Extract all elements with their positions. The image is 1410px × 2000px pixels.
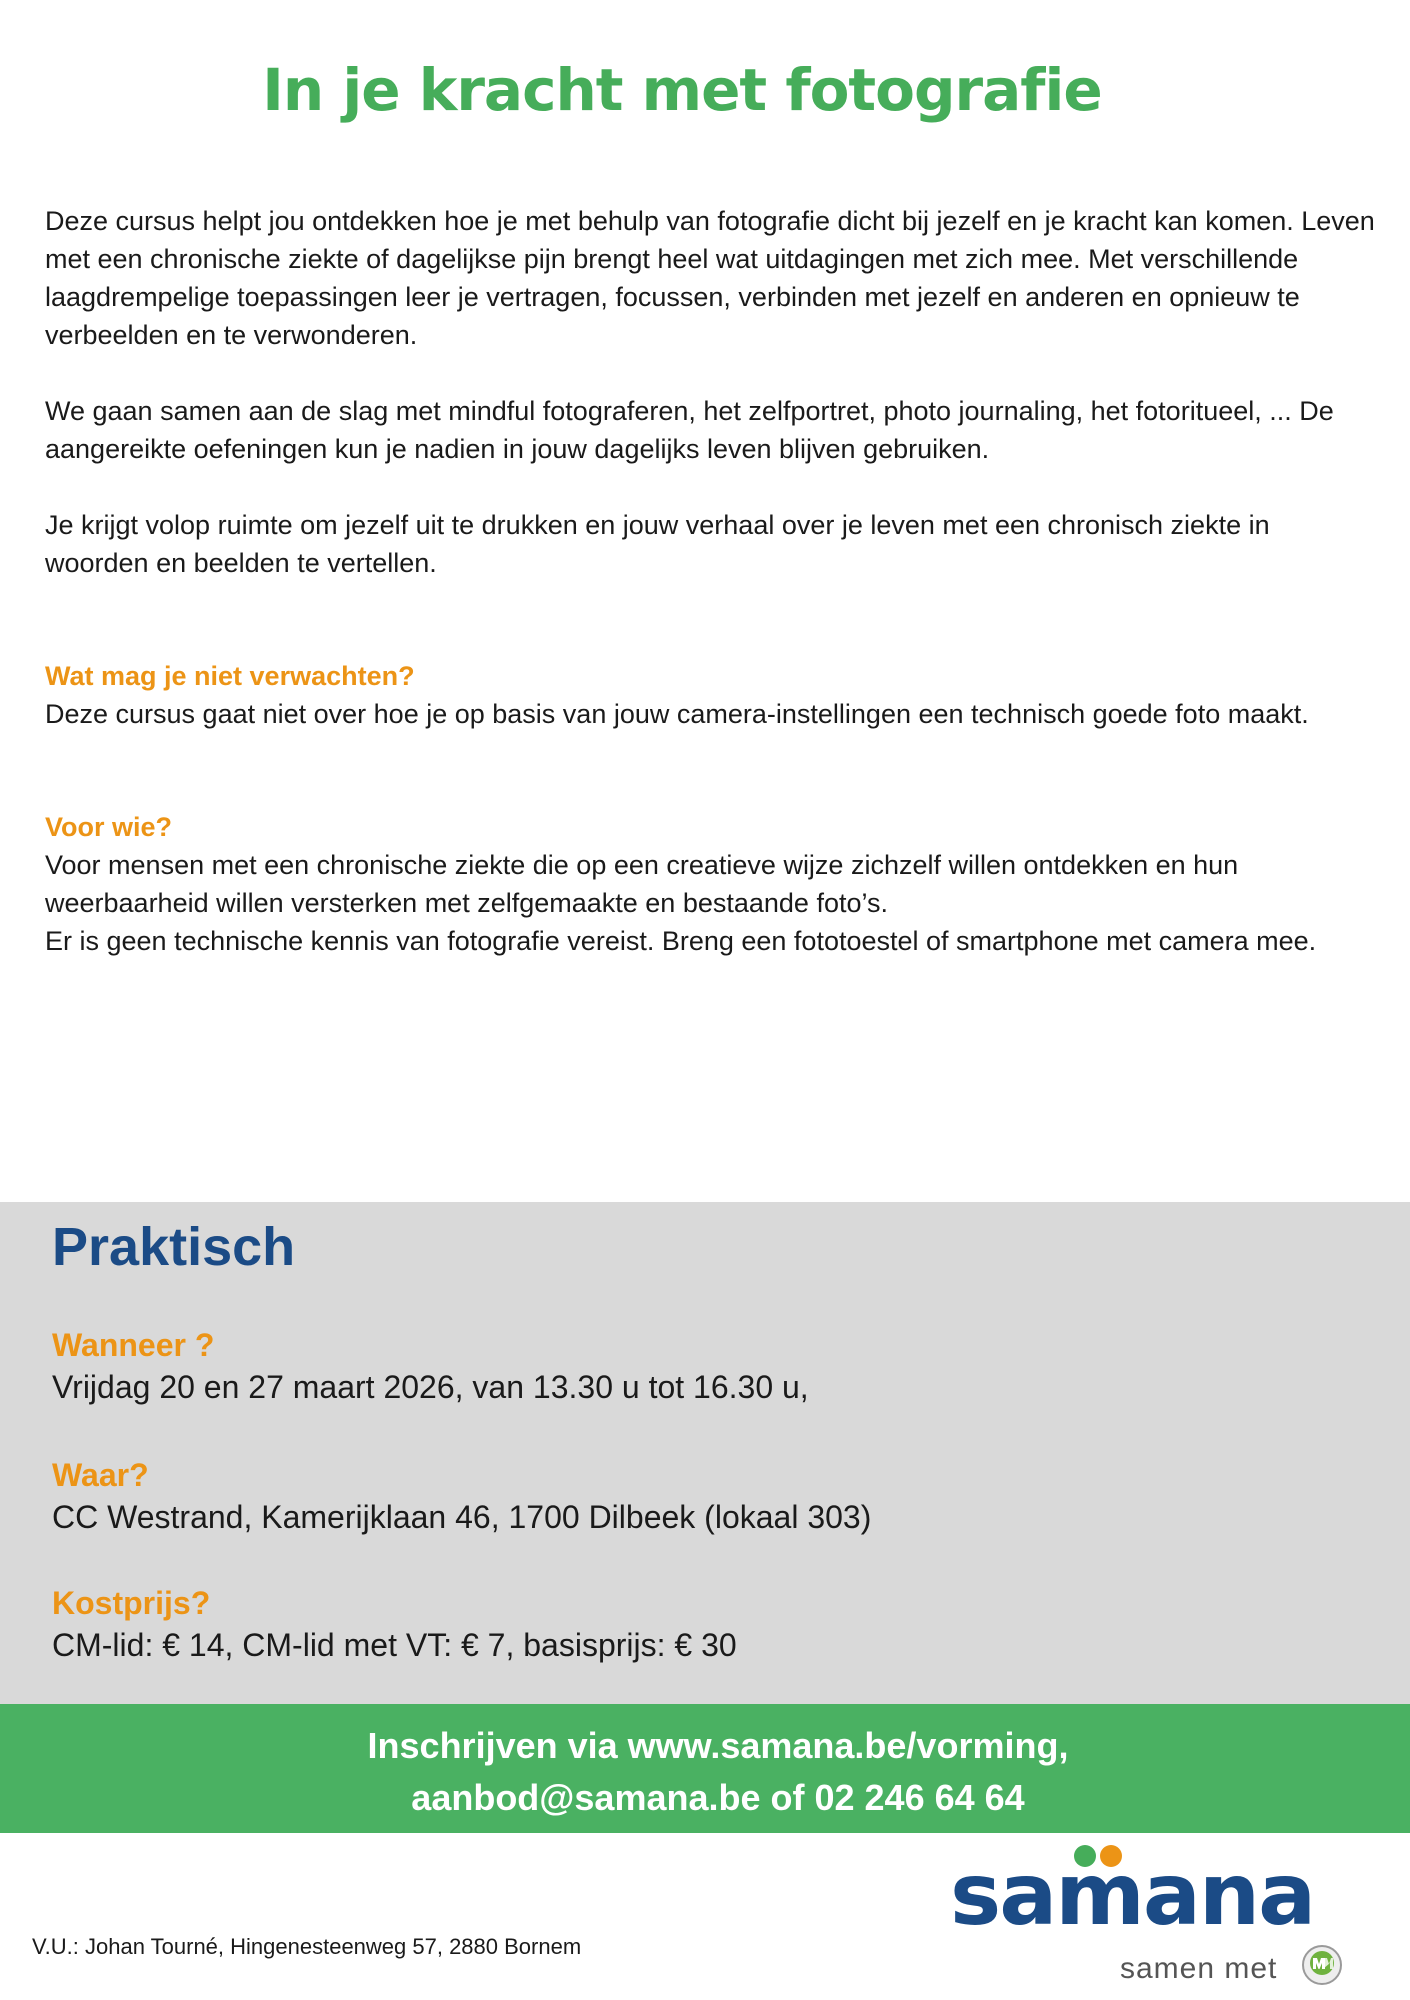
when-value: Vrijdag 20 en 27 maart 2026, van 13.30 u tot 16.30 u, [52, 1369, 809, 1405]
expectations-section [45, 657, 1375, 733]
where-block [52, 1454, 871, 1538]
cost-label: Kostprijs? [52, 1585, 211, 1621]
when-label: Wanneer ? [52, 1327, 215, 1363]
where-value: CC Westrand, Kamerijklaan 46, 1700 Dilbeek (lokaal 303) [52, 1499, 872, 1535]
practical-heading: Praktisch [52, 1217, 296, 1277]
logo-tagline: samen met [1120, 1952, 1278, 1985]
audience-section [45, 808, 1375, 960]
intro-paragraph-2: We gaan samen aan de slag met mindful fotograferen, het zelfportret, photo journaling, het fotoritueel, ... De aangereikte oefeningen kun je nadien in jouw dagelijks leven blijven gebruiken. [45, 396, 1334, 464]
expectations-text: Deze cursus gaat niet over hoe je op basis van jouw camera-instellingen een technisch goede foto maakt. [45, 699, 1309, 729]
publisher-note: V.U.: Johan Tourné, Hingenesteenweg 57, 2880 Bornem [32, 1934, 582, 1959]
signup-line-1[interactable]: Inschrijven via www.samana.be/vorming, [367, 1725, 1069, 1766]
cost-value: CM-lid: € 14, CM-lid met VT: € 7, basisprijs: € 30 [52, 1627, 737, 1663]
intro-paragraph-1: Deze cursus helpt jou ontdekken hoe je met behulp van fotografie dicht bij jezelf en je kracht kan komen. Leven met een chronische ziekte of dagelijkse pijn brengt heel wat uitdagingen met zich mee. Met verschillende laagdrempelige toepassingen leer je vertragen, focussen, verbinden met jezelf en anderen en opnieuw te verbeelden en te verwonderen. [45, 206, 1375, 350]
page-title: In je kracht met fotografie [262, 56, 1102, 124]
cost-block [52, 1582, 737, 1666]
signup-line-2[interactable]: aanbod@samana.be of 02 246 64 64 [411, 1777, 1025, 1818]
intro-paragraph-3: Je krijgt volop ruimte om jezelf uit te drukken en jouw verhaal over je leven met een chronisch ziekte in woorden en beelden te vertellen. [45, 510, 1270, 578]
samana-logo [950, 1845, 1350, 1992]
audience-text-1: Voor mensen met een chronische ziekte die op een creatieve wijze zichzelf willen ontdekken en hun weerbaarheid willen versterken met zelfgemaakte en bestaande foto’s. [45, 850, 1239, 918]
when-block [52, 1324, 809, 1408]
expectations-heading: Wat mag je niet verwachten? [45, 661, 415, 691]
audience-heading: Voor wie? [45, 812, 173, 842]
practical-section [0, 1202, 1410, 1704]
where-label: Waar? [52, 1457, 149, 1493]
audience-text-2: Er is geen technische kennis van fotografie vereist. Breng een fototoestel of smartphone met camera mee. [45, 926, 1317, 956]
logo-wordmark: samana [950, 1845, 1315, 1945]
signup-banner [0, 1704, 1410, 1833]
cm-badge-icon [1302, 1945, 1342, 1985]
